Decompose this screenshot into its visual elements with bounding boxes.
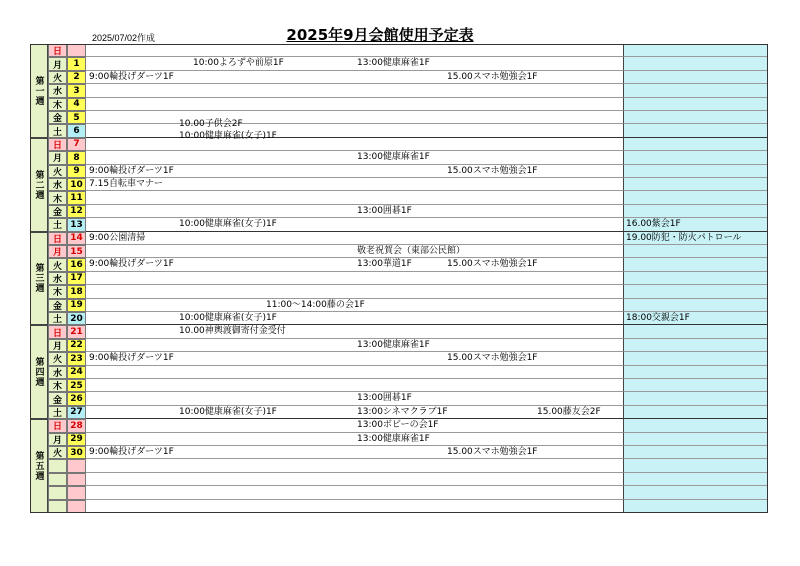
event-text: 15.00スマホ勉強会1F [447, 447, 538, 457]
event-text: 10:00健康麻雀(女子)1F [179, 406, 277, 417]
date-cell: 1 [67, 57, 86, 70]
date-cell: 21 [67, 325, 86, 338]
weekday-cell: 水 [48, 84, 67, 97]
event-text: 10:00よろずや前原1F [193, 58, 284, 69]
schedule-row [86, 84, 624, 97]
week-label-text: 第三週 [33, 263, 44, 294]
weekday-cell: 日 [48, 419, 67, 432]
schedule-row [86, 379, 624, 392]
date-cell: 30 [67, 446, 86, 459]
event-text: 10:00健康麻雀(女子)1F [179, 313, 277, 323]
notes-cell [624, 258, 768, 271]
event-text: 13:00囲碁1F [357, 205, 412, 216]
date-cell: 28 [67, 419, 86, 432]
notes-cell [624, 151, 768, 164]
weekday-cell: 金 [48, 205, 67, 218]
weekday-cell: 金 [48, 111, 67, 124]
notes-cell [624, 272, 768, 285]
date-cell: 15 [67, 245, 86, 258]
event-text: 15.00スマホ勉強会1F [447, 71, 538, 82]
event-text: 15.00藤友会2F [537, 406, 601, 417]
date-cell: 7 [67, 138, 86, 151]
notes-cell [624, 433, 768, 446]
schedule-row [86, 339, 624, 352]
event-text: 7.15自転車マナー [89, 179, 164, 189]
weekday-cell: 火 [48, 258, 67, 271]
notes-cell [624, 178, 768, 191]
side-event-text: 16.00紫会1F [626, 219, 681, 230]
event-text: 13:00囲碁1F [357, 393, 412, 404]
event-text: 10:00健康麻雀(女子)1F [179, 219, 277, 230]
event-text: 9:00輪投げダーツ1F [89, 259, 174, 270]
date-cell [67, 459, 86, 472]
date-cell: 20 [67, 312, 86, 325]
weekday-cell: 月 [48, 57, 67, 70]
event-text: 11:00～14:00藤の会1F [266, 299, 365, 310]
date-cell: 23 [67, 352, 86, 365]
side-event-text: 19.00防犯・防火パトロール [626, 232, 742, 243]
notes-cell [624, 419, 768, 432]
event-text: 13:00健康麻雀1F [357, 339, 430, 350]
schedule-row [86, 459, 624, 472]
date-cell: 26 [67, 392, 86, 405]
event-text: 13:00シネマクラブ1F [357, 406, 448, 417]
event-text: 13:00健康麻雀1F [357, 58, 430, 69]
week-label [30, 138, 48, 232]
event-text: 15.00スマホ勉強会1F [447, 353, 538, 364]
date-cell: 16 [67, 258, 86, 271]
date-cell: 19 [67, 299, 86, 312]
weekday-cell: 日 [48, 44, 67, 57]
schedule-row [86, 151, 624, 164]
notes-cell [624, 459, 768, 472]
notes-cell [624, 191, 768, 204]
date-cell: 9 [67, 165, 86, 178]
week-label-text: 第二週 [33, 169, 44, 200]
week-label-text: 第四週 [33, 357, 44, 388]
event-text: 9:00輪投げダーツ1F [89, 165, 174, 176]
date-cell: 2 [67, 71, 86, 84]
notes-cell [624, 98, 768, 111]
notes-cell [624, 500, 768, 513]
notes-cell [624, 111, 768, 124]
weekday-cell [48, 486, 67, 499]
schedule-row [86, 98, 624, 111]
event-text: 13:00健康麻雀1F [357, 152, 430, 163]
event-text: 15.00スマホ勉強会1F [447, 259, 538, 270]
date-cell [67, 473, 86, 486]
event-text: 9:00公園清掃 [89, 232, 146, 243]
date-cell [67, 500, 86, 513]
weekday-cell: 土 [48, 124, 67, 137]
weekday-cell: 土 [48, 406, 67, 419]
schedule-row [86, 191, 624, 204]
schedule-row [86, 419, 624, 432]
notes-cell [624, 366, 768, 379]
date-cell: 12 [67, 205, 86, 218]
schedule-row [86, 124, 624, 137]
week-label [30, 44, 48, 138]
weekday-cell: 木 [48, 98, 67, 111]
event-text: 13:00健康麻雀1F [357, 433, 430, 444]
schedule-row [86, 57, 624, 70]
notes-cell [624, 57, 768, 70]
weekday-cell: 木 [48, 285, 67, 298]
schedule-row [86, 245, 624, 258]
event-text: 9:00輪投げダーツ1F [89, 353, 174, 364]
notes-cell [624, 165, 768, 178]
date-cell: 5 [67, 111, 86, 124]
weekday-cell: 水 [48, 178, 67, 191]
event-text: 13:00ボビーの会1F [357, 420, 439, 431]
notes-cell [624, 379, 768, 392]
notes-cell [624, 84, 768, 97]
date-cell: 27 [67, 406, 86, 419]
schedule-row [86, 218, 624, 231]
page-title: 2025年9月会館使用予定表 [286, 26, 474, 44]
schedule-row [86, 500, 624, 513]
event-text: 敬老祝賀会（東部公民館） [357, 246, 466, 256]
weekday-cell: 日 [48, 138, 67, 151]
weekday-cell: 木 [48, 191, 67, 204]
schedule-row [86, 473, 624, 486]
weekday-cell [48, 459, 67, 472]
event-text: 10.00神輿渡御寄付金受付 [179, 326, 286, 337]
weekday-cell: 日 [48, 325, 67, 338]
notes-cell [624, 71, 768, 84]
side-event-text: 18:00交親会1F [626, 313, 690, 323]
schedule-row [86, 205, 624, 218]
date-cell: 10 [67, 178, 86, 191]
notes-cell [624, 245, 768, 258]
weekday-cell: 金 [48, 392, 67, 405]
weekday-cell: 日 [48, 232, 67, 245]
date-cell: 3 [67, 84, 86, 97]
notes-cell [624, 138, 768, 151]
weekday-cell: 火 [48, 446, 67, 459]
notes-cell [624, 124, 768, 137]
date-cell: 13 [67, 218, 86, 231]
weekday-cell [48, 473, 67, 486]
weekday-cell: 火 [48, 352, 67, 365]
weekday-cell: 火 [48, 71, 67, 84]
weekday-cell: 水 [48, 366, 67, 379]
date-cell [67, 44, 86, 57]
schedule-row [86, 44, 624, 57]
notes-cell [624, 352, 768, 365]
event-text: 10.00子供会2F [179, 119, 243, 130]
created-date: 2025/07/02作成 [92, 33, 156, 43]
schedule-row [86, 232, 624, 245]
schedule-row [86, 486, 624, 499]
week-label [30, 232, 48, 326]
schedule-row [86, 392, 624, 405]
notes-cell [624, 406, 768, 419]
schedule-row [86, 285, 624, 298]
schedule-row [86, 111, 624, 124]
schedule-row [86, 433, 624, 446]
date-cell: 17 [67, 272, 86, 285]
schedule-row [86, 272, 624, 285]
event-text: 10:00健康麻雀(女子)1F [179, 131, 277, 142]
schedule-row [86, 138, 624, 151]
weekday-cell: 土 [48, 218, 67, 231]
notes-cell [624, 446, 768, 459]
notes-cell [624, 473, 768, 486]
event-text: 9:00輪投げダーツ1F [89, 447, 174, 457]
date-cell: 18 [67, 285, 86, 298]
date-cell: 22 [67, 339, 86, 352]
week-label [30, 419, 48, 513]
date-cell: 29 [67, 433, 86, 446]
notes-cell [624, 339, 768, 352]
notes-cell [624, 285, 768, 298]
date-cell: 11 [67, 191, 86, 204]
weekday-cell: 木 [48, 379, 67, 392]
weekday-cell: 月 [48, 151, 67, 164]
weekday-cell: 火 [48, 165, 67, 178]
weekday-cell: 土 [48, 312, 67, 325]
event-text: 15.00スマホ勉強会1F [447, 165, 538, 176]
schedule-row [86, 366, 624, 379]
notes-cell [624, 299, 768, 312]
date-cell: 6 [67, 124, 86, 137]
schedule-row [86, 178, 624, 191]
notes-cell [624, 205, 768, 218]
week-label-text: 第一週 [33, 75, 44, 106]
schedule-row [86, 325, 624, 338]
event-text: 9:00輪投げダーツ1F [89, 71, 174, 82]
weekday-cell: 月 [48, 245, 67, 258]
weekday-cell: 金 [48, 299, 67, 312]
weekday-cell: 月 [48, 433, 67, 446]
weekday-cell [48, 500, 67, 513]
date-cell: 8 [67, 151, 86, 164]
date-cell [67, 486, 86, 499]
date-cell: 24 [67, 366, 86, 379]
date-cell: 25 [67, 379, 86, 392]
weekday-cell: 月 [48, 339, 67, 352]
notes-cell [624, 392, 768, 405]
week-label [30, 325, 48, 419]
notes-cell [624, 44, 768, 57]
schedule-row [86, 312, 624, 325]
date-cell: 14 [67, 232, 86, 245]
notes-cell [624, 486, 768, 499]
event-text: 13:00華道1F [357, 259, 412, 270]
notes-cell [624, 325, 768, 338]
week-label-text: 第五週 [33, 451, 44, 482]
weekday-cell: 水 [48, 272, 67, 285]
date-cell: 4 [67, 98, 86, 111]
